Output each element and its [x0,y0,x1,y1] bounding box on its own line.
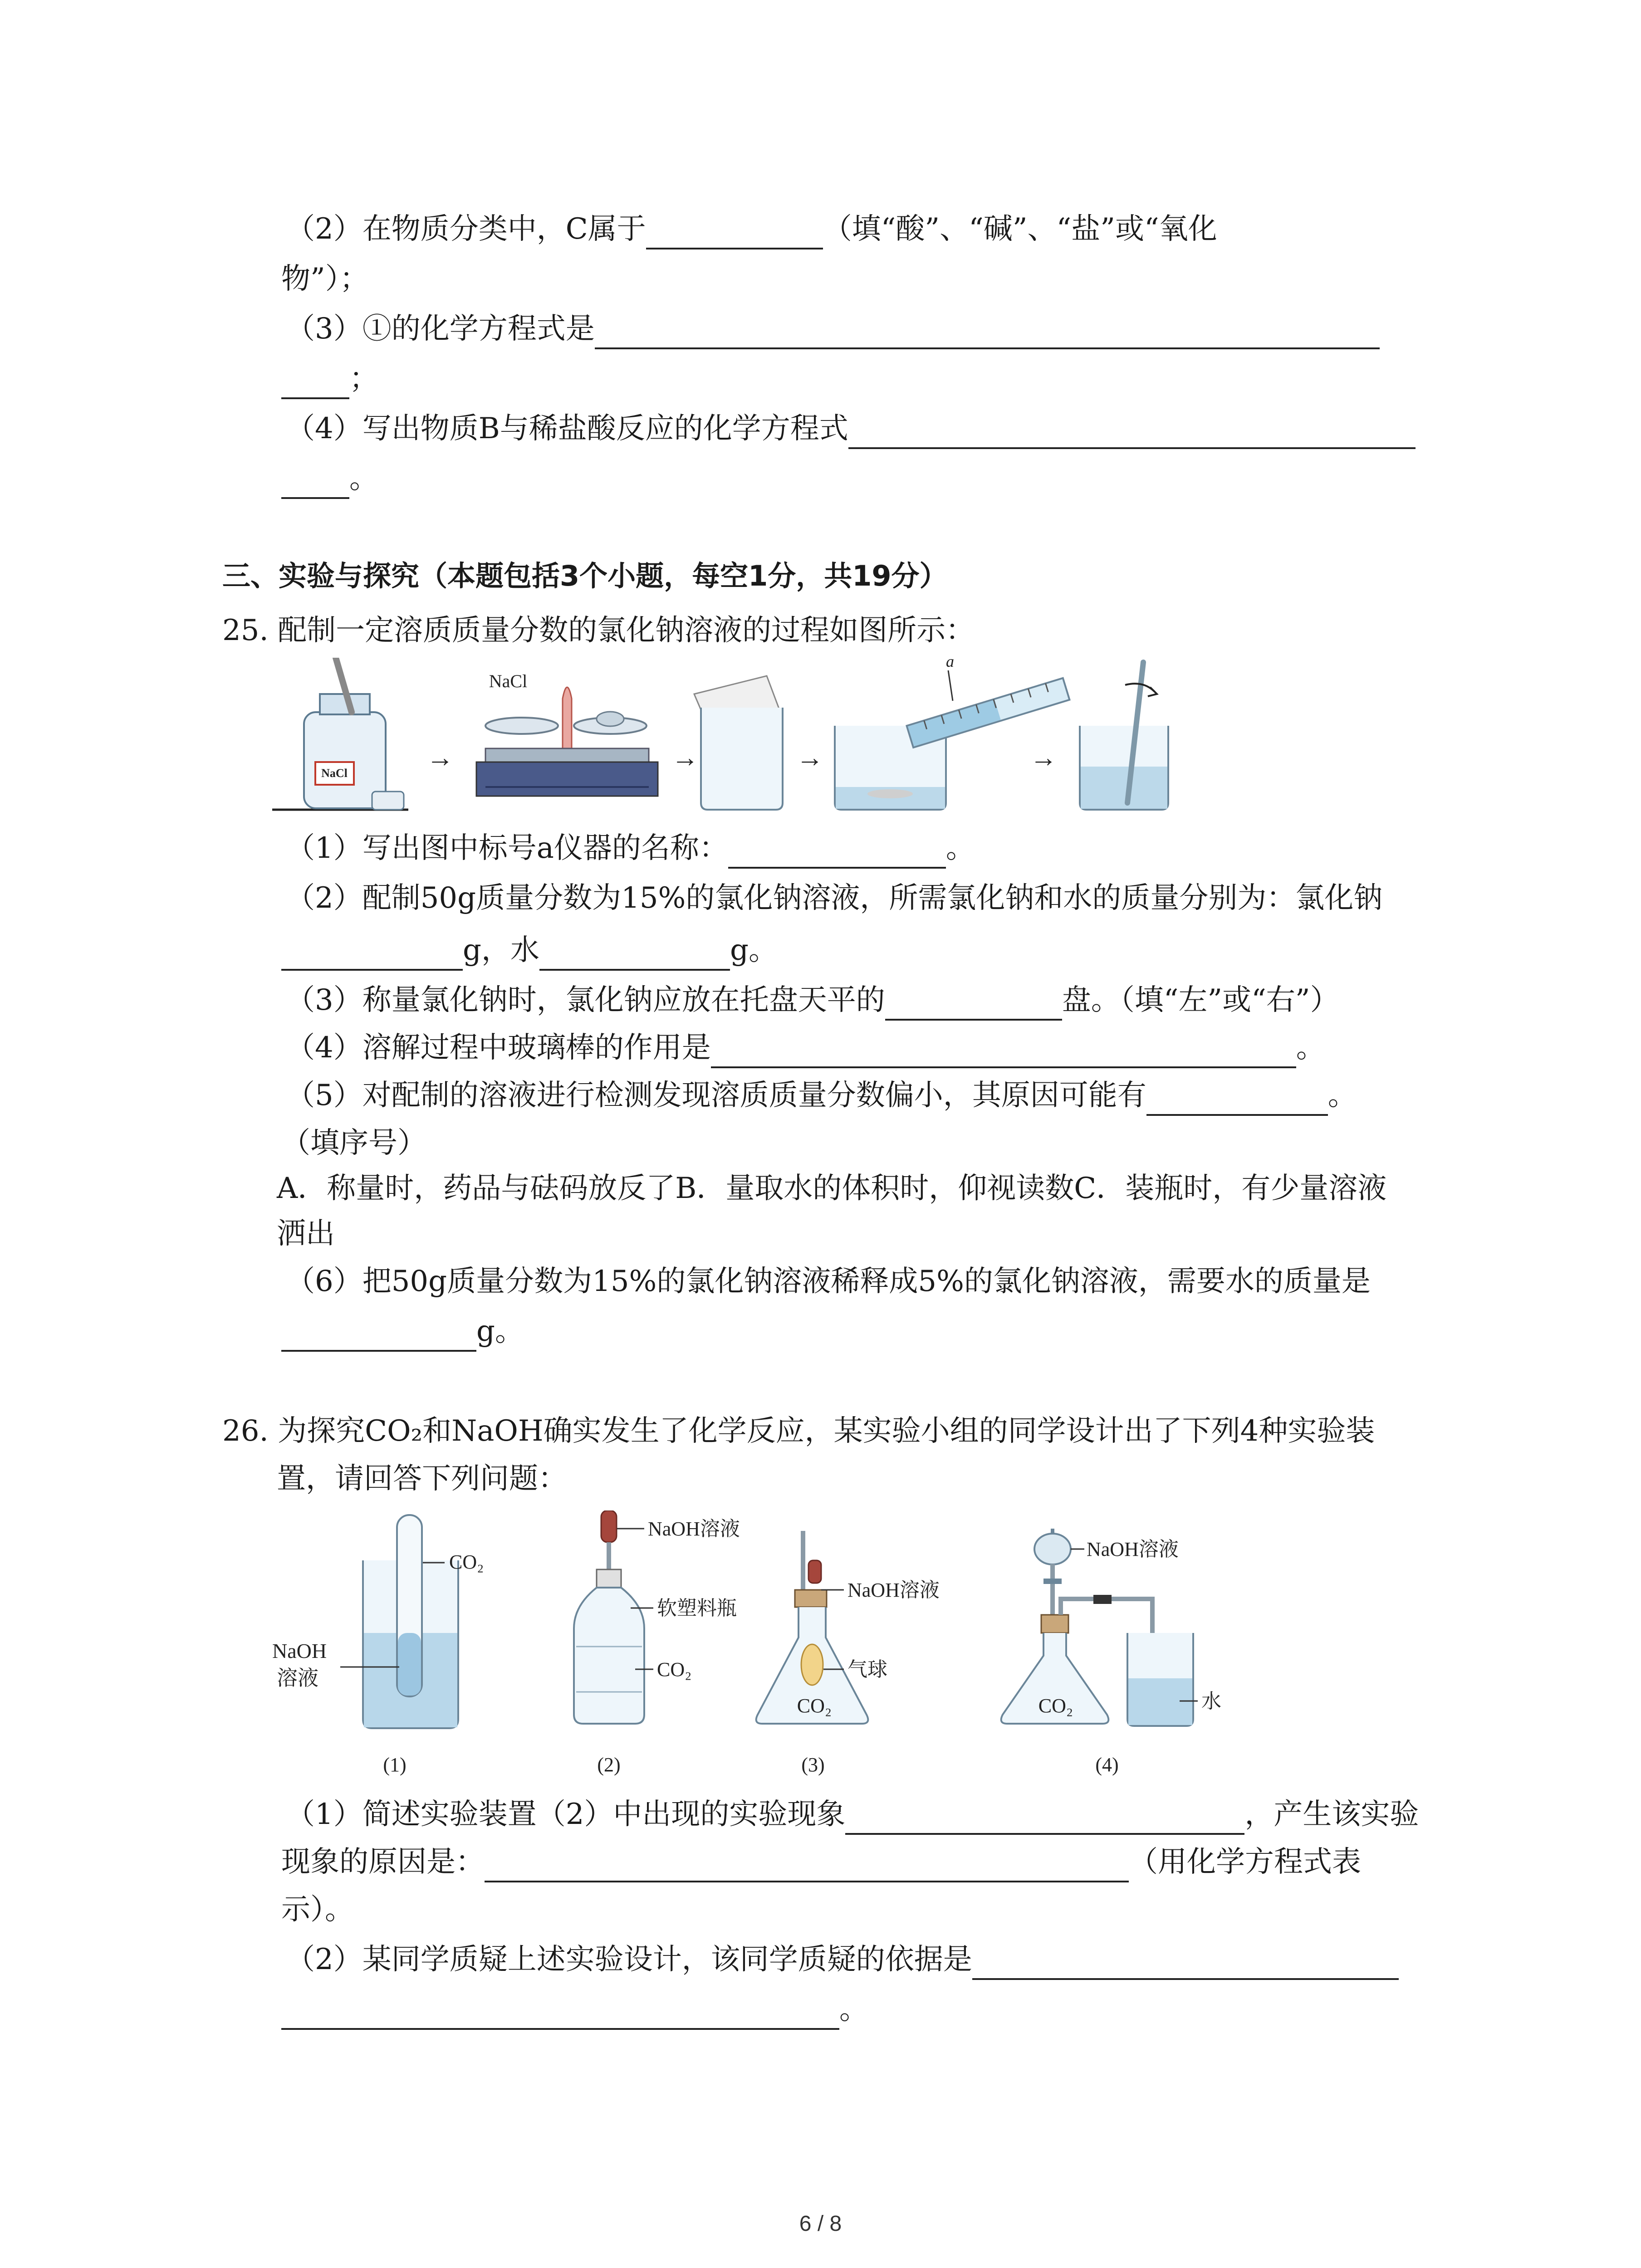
q25-intro: 25. 配制一定溶质质量分数的氯化钠溶液的过程如图所示： [222,614,975,647]
q25-p5-line [286,1075,1357,1116]
q25-p3-text: （3）称量氯化钠时，氯化钠应放在托盘天平的 [286,983,885,1017]
q25-p1-end: 。 [945,831,975,865]
beaker-with-rod [1080,662,1168,810]
q26-p1-text: （1）简述实验装置（2）中出现的实验现象 [286,1798,846,1831]
fig1-solution: 溶液 [277,1667,318,1690]
q24-part4-line2 [281,458,378,499]
q25-p3-line [286,980,1339,1021]
q25-p5-note: （填序号） [281,1126,426,1160]
q25-p6-line2 [281,1311,524,1352]
fig2-bottle: 软塑料瓶 [657,1597,737,1619]
q24-p3-text: （3）①的化学方程式是 [286,312,595,346]
q25-options-line2: 洒出 [277,1217,335,1251]
q25-options-line1: A．称量时，药品与砝码放反了B．量取水的体积时，仰视读数C．装瓶时，有少量溶液 [277,1172,1387,1205]
q26-p2-line2 [281,1989,868,2030]
q25-p4-text: （4）溶解过程中玻璃棒的作用是 [286,1031,711,1065]
q25-p2-blank2[interactable] [539,937,730,971]
q26-intro-line2: 置，请回答下列问题： [277,1462,567,1496]
q25-p4-end: 。 [1296,1031,1325,1065]
apparatus-3 [756,1531,940,1776]
q25-p4-blank[interactable] [711,1035,1296,1068]
fig2-naoh: NaOH溶液 [648,1518,740,1540]
q25-p1-line [286,828,975,869]
arrow-4: → [1030,743,1057,772]
q24-p2-blank[interactable] [646,216,823,249]
caption-2: (2) [597,1754,621,1776]
q24-part3-line2 [281,358,378,399]
q25-p2-line: （2）配制50g质量分数为15%的氯化钠溶液，所需氯化钠和水的质量分别为：氯化钠 [286,881,1383,915]
q24-p4-blank[interactable] [848,415,1416,449]
q26-p1-line [286,1794,1419,1835]
fig4-water: 水 [1201,1690,1221,1712]
fig2-co2: CO₂ [657,1658,692,1681]
arrow-3: → [796,743,823,772]
caption-1: (1) [383,1754,407,1776]
page-number: 6 / 8 [799,2212,842,2236]
q25-p5-text: （5）对配制的溶液进行检测发现溶质质量分数偏小，其原因可能有 [286,1079,1146,1112]
fig3-naoh: NaOH溶液 [847,1579,940,1601]
q26-intro-line1: 26. 为探究CO₂和NaOH确实发生了化学反应，某实验小组的同学设计出了下列4种实验装 [222,1414,1375,1448]
q24-p2-tail: （填“酸”、“碱”、“盐”或“氧化 [823,212,1217,246]
q25-figure [272,658,1202,830]
q25-p1-blank[interactable] [728,835,946,869]
arrow-1: → [426,743,454,772]
q26-p1-blank2[interactable] [485,1849,1129,1882]
fig4-co2: CO₂ [1038,1695,1073,1717]
q25-p6-line: （6）把50g质量分数为15%的氯化钠溶液稀释成5%的氯化钠溶液，需要水的质量是 [286,1265,1371,1298]
q26-p1-tail: ，产生该实验 [1244,1798,1419,1831]
apparatus-4 [1001,1529,1221,1776]
q26-p1-line2-text: 现象的原因是： [281,1845,485,1879]
q25-p6-blank[interactable] [281,1318,476,1352]
q24-p4-blank2[interactable] [281,465,349,499]
q24-p3-end: ； [349,362,378,396]
fig3-co2: CO₂ [797,1695,832,1717]
q26-figure [254,1510,1343,1783]
q26-p1-blank1[interactable] [845,1801,1244,1835]
q24-p4-end: 。 [349,462,378,495]
q26-p2-blank1[interactable] [972,1946,1399,1980]
q26-p2-blank2[interactable] [281,1996,839,2030]
caption-3: (3) [801,1754,825,1776]
q25-p4-line [286,1027,1325,1068]
fig1-naoh: NaOH [272,1639,327,1662]
q24-p3-blank[interactable] [595,316,1380,349]
q25-p2-g1: g，水 [463,934,539,967]
beaker-with-paper [694,676,783,810]
reagent-bottle [272,658,408,810]
q25-p2-line2 [281,930,778,971]
q24-p3-blank2[interactable] [281,366,349,399]
caption-4: (4) [1095,1754,1119,1776]
q25-p6-end: g。 [476,1315,524,1348]
q25-p5-end: 。 [1327,1079,1357,1112]
balance-nacl-label: NaCl [489,671,528,691]
fig4-naoh: NaOH溶液 [1087,1538,1179,1560]
q25-p3-blank[interactable] [885,987,1062,1021]
q25-p5-blank[interactable] [1146,1082,1328,1116]
q26-p1-line3: 示）。 [281,1893,354,1926]
q24-part3-line [286,308,1380,349]
q26-p2-text: （2）某同学质疑上述实验设计，该同学质疑的依据是 [286,1943,972,1976]
apparatus-2 [574,1510,740,1776]
bottle-label: NaCl [321,767,348,780]
apparatus-1 [272,1515,484,1776]
q24-p4-text: （4）写出物质B与稀盐酸反应的化学方程式 [286,412,848,445]
label-a: a [946,658,954,670]
q24-part2-line [286,209,1217,249]
q24-p2-text: （2）在物质分类中，C属于 [286,212,646,246]
fig1-co2: CO₂ [449,1551,484,1573]
fig3-balloon: 气球 [847,1658,887,1681]
q25-p2-blank1[interactable] [281,937,463,971]
balance [476,671,658,796]
q26-p2-end: 。 [839,1993,868,2026]
arrow-2: → [671,743,699,772]
q26-p1-line2-tail: （用化学方程式表 [1129,1845,1361,1879]
q25-p1-text: （1）写出图中标号a仪器的名称： [286,831,728,865]
q26-p1-line2 [281,1842,1361,1882]
q25-p3-end: 盘。（填“左”或“右”） [1062,983,1339,1017]
q24-p2-continuation: 物”）； [281,262,369,296]
q25-p2-g2: g。 [730,934,778,967]
q24-part4-line [286,408,1416,449]
beaker-with-cylinder [835,658,1069,810]
q26-p2-line [286,1939,1399,1980]
section3-heading: 三、实验与探究（本题包括3个小题，每空1分，共19分） [222,559,948,592]
